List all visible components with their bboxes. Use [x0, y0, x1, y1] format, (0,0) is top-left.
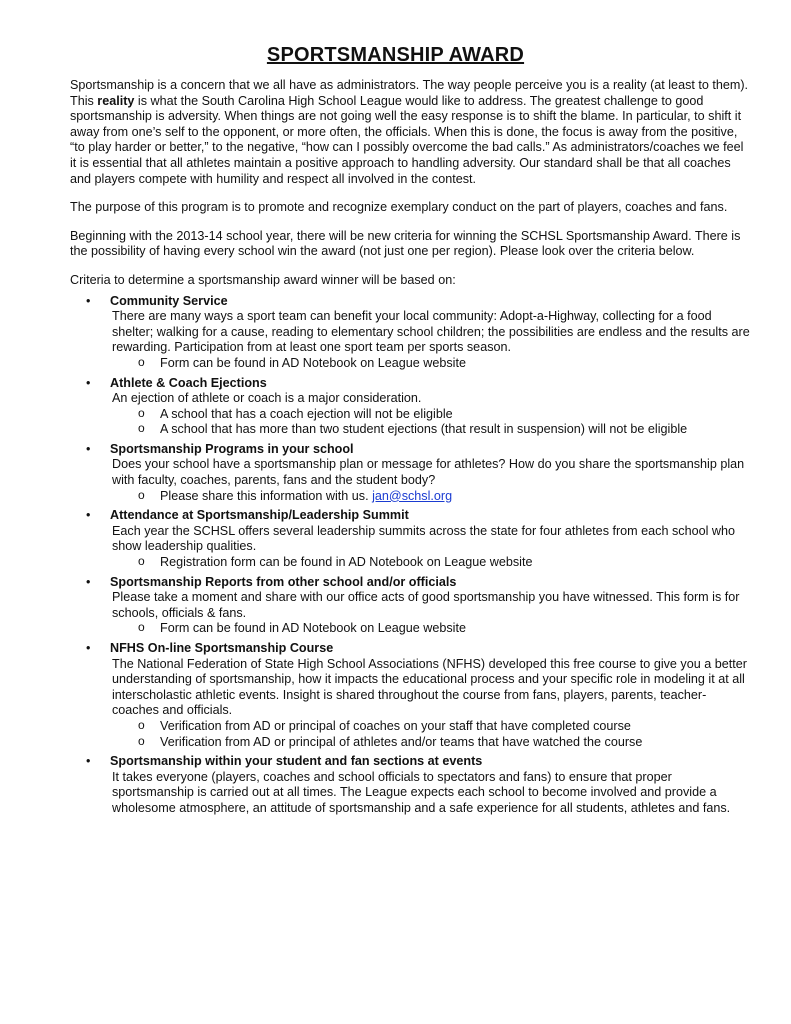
page-title: SPORTSMANSHIP AWARD [266, 44, 525, 66]
intro-text-1: Sportsmanship is a concern that we all have as administrators. The way people perceive you is a reality (at least to them). This [70, 78, 749, 108]
criterion-description: Does your school have a sportsmanship plan or message for athletes? How do you share the sportsmanship plan with faculty, coaches, parents, fans and the student body? [112, 457, 745, 488]
criterion-heading: • Sportsmanship within your student and fan sections at events [110, 754, 483, 769]
beginning-paragraph: Beginning with the 2013-14 school year, there will be new criteria for winning the SCHSL Sportsmanship Award. There is the possibility of having every school win the award (not just one per region). Please look over the criteria below. [70, 228, 741, 259]
criterion-description: Please take a moment and share with our office acts of good sportsmanship you have witnessed. This form is for schools, officials & fans. [112, 590, 740, 620]
criterion-subitem: o A school that has a coach ejection will not be eligible [110, 407, 750, 423]
criterion-heading: • Sportsmanship Programs in your school [110, 441, 354, 456]
subitem-text: Please share this information with us. [160, 488, 373, 503]
email-link[interactable]: jan@schsl.org [372, 488, 453, 503]
criterion-subitem: o A school that has more than two student ejections (that result in suspension) will not be eligible [110, 422, 750, 438]
intro-bold-word: reality [97, 93, 135, 108]
criterion-programs [70, 442, 750, 504]
criterion-description: The National Federation of State High School Associations (NFHS) developed this free course to give you a better understanding of sportsmanship, how it impacts the educational process and your specific role in modeling it at all interscholastic athletic events. Insight is shared throughout the course from fans, players, parents, teacher-coaches and officials. [112, 656, 747, 718]
criterion-subitem: o Verification from AD or principal of athletes and/or teams that have watched the course [110, 735, 750, 751]
criteria-intro: Criteria to determine a sportsmanship award winner will be based on: [70, 272, 456, 287]
criterion-subitem [110, 489, 750, 505]
criterion-heading: • NFHS On-line Sportsmanship Course [110, 641, 334, 655]
criterion-ejections [70, 376, 750, 438]
intro-paragraph [70, 78, 750, 187]
document-body [70, 78, 750, 821]
criterion-subitem: o Verification from AD or principal of coaches on your staff that have completed course [110, 719, 750, 735]
criterion-heading: • Sportsmanship Reports from other school and/or officials [110, 574, 457, 589]
criterion-description: There are many ways a sport team can benefit your local community: Adopt-a-Highway, collecting for a food shelter; walking for a cause, reading to elementary school children; the possibilities are endless and the results are rewarding. Participation from at least one sport team per sports season. [112, 309, 750, 355]
criterion-description: It takes everyone (players, coaches and school officials to spectators and fans) to ensure that proper sportsmanship is carried out at all times. The League expects each school to become involved and provide a wholesome atmosphere, an attitude of sportsmanship and a safe experience for all students, athletes and fans. [112, 769, 731, 815]
criterion-fan-sections [70, 754, 750, 816]
criterion-nfhs-course [70, 641, 750, 750]
criterion-heading: • Community Service [110, 293, 228, 308]
purpose-paragraph: The purpose of this program is to promote and recognize exemplary conduct on the part of players, coaches and fans. [70, 200, 728, 215]
criterion-description: Each year the SCHSL offers several leadership summits across the state for four athletes from each school who show leadership qualities. [112, 523, 735, 554]
criteria-list [70, 294, 750, 817]
criterion-subitem: o Form can be found in AD Notebook on League website [110, 356, 750, 372]
criterion-community-service [70, 294, 750, 372]
criterion-description: An ejection of athlete or coach is a major consideration. [112, 391, 422, 406]
intro-text-2: is what the South Carolina High School League would like to address. The greatest challenge to good sportsmanship is adversity. When things are not going well the easy response is to shift the blame. In particular, to shift it away from one’s self to the opponent, or more often, the officials. When this is done, the focus is away from the positive, “to play harder or better,” to the negative, “how can I possibly overcome the bad calls.” As administrators/coaches we feel it is essential that all athletes maintain a positive approach to handling adversity. Our standard shall be that all coaches and players compete with humility and respect all involved in the contest. [70, 93, 744, 186]
criterion-subitem: o Form can be found in AD Notebook on League website [110, 621, 750, 637]
criterion-heading: • Attendance at Sportsmanship/Leadership Summit [110, 508, 409, 523]
criterion-subitem: o Registration form can be found in AD Notebook on League website [110, 555, 750, 571]
criterion-reports [70, 575, 750, 637]
criterion-heading: • Athlete & Coach Ejections [110, 375, 267, 390]
criterion-summit [70, 508, 750, 570]
